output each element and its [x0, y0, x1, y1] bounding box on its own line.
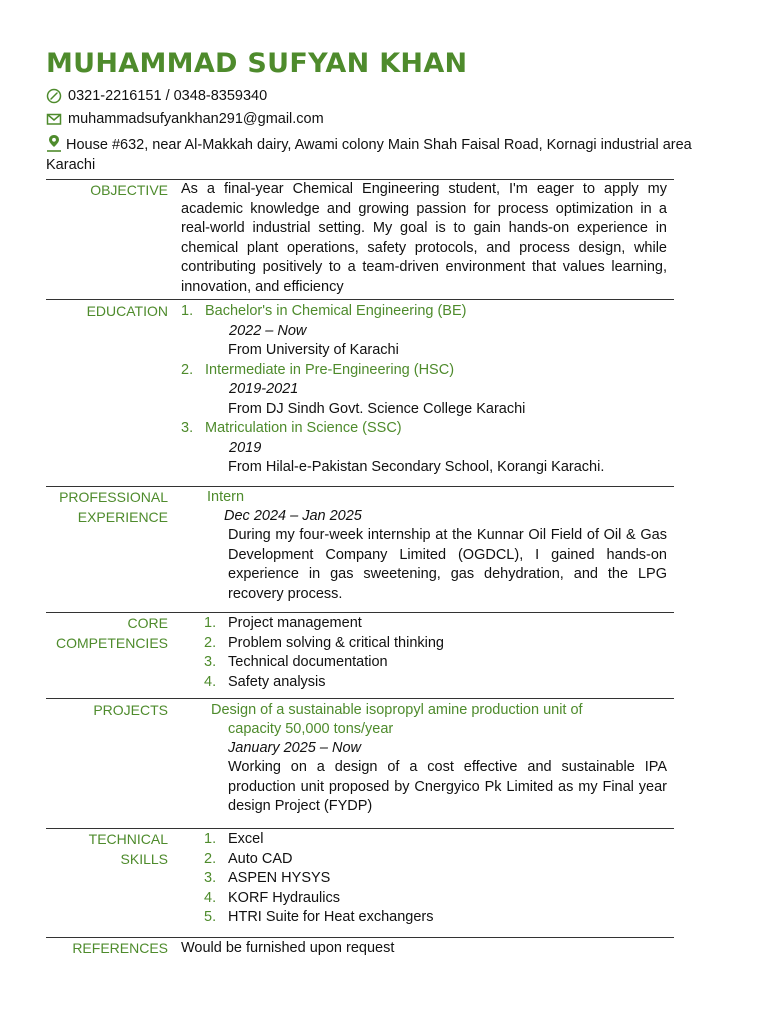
references-label: REFERENCES [72, 940, 168, 956]
list-item: 5. HTRI Suite for Heat exchangers [204, 909, 434, 925]
education-years: 2019 [229, 439, 262, 456]
location-pin-icon [46, 134, 62, 152]
list-number: 3. [181, 420, 194, 436]
education-degree: 3. Matriculation in Science (SSC) [181, 419, 667, 439]
project-dates: January 2025 – Now [228, 740, 361, 756]
address-text: House #632, near Al-Makkah dairy, Awami colony Main Shah Faisal Road, Kornagi industrial area Karachi [46, 137, 692, 173]
list-item: 2. Auto CAD [204, 850, 293, 867]
address-line [46, 134, 706, 175]
skills-list [204, 830, 434, 928]
list-item: 3. ASPEN HYSYS [204, 870, 331, 886]
objective-label: OBJECTIVE [90, 182, 168, 198]
project-title-line2: capacity 50,000 tons/year [228, 721, 394, 737]
experience-role: Intern [207, 489, 245, 505]
email-line [46, 109, 324, 129]
list-number: 1. [181, 303, 194, 319]
projects-section [46, 698, 674, 829]
email-text[interactable]: muhammadsufyankhan291@gmail.com [68, 111, 324, 127]
education-school: From Hilal-e-Pakistan Secondary School, Korangi Karachi. [228, 459, 605, 475]
objective-text: As a final-year Chemical Engineering student, I'm eager to apply my academic knowledge and growing passion for process optimization in a real-world industrial setting. My goal is to gain hands-on experience in chemical plant operations, safety protocols, and process design, while contributing positively to a team-driven environment that values learning, innovation, and efficiency [181, 181, 667, 295]
projects-label: PROJECTS [93, 702, 168, 718]
competencies-list [204, 614, 444, 692]
skills-label: TECHNICAL SKILLS [88, 831, 168, 867]
list-item: 2. Problem solving & critical thinking [204, 634, 444, 651]
candidate-name: MUHAMMAD SUFYAN KHAN [46, 48, 468, 79]
list-item: 4. KORF Hydraulics [204, 889, 340, 906]
list-item: 1. Excel [204, 831, 264, 847]
list-item: 1. Project management [204, 615, 362, 631]
experience-label: PROFESSIONAL EXPERIENCE [59, 489, 168, 525]
skills-section [46, 828, 674, 938]
education-degree: 1. Bachelor's in Chemical Engineering (BE) [181, 302, 667, 322]
project-text: Working on a design of a cost effective and sustainable IPA production unit proposed by Cnergyico Pk Limited as my Final year design Project (FYDP) [228, 759, 667, 814]
competencies-label: CORE COMPETENCIES [55, 615, 168, 651]
education-school: From University of Karachi [228, 342, 399, 358]
education-section [46, 299, 674, 487]
objective-section [46, 179, 674, 300]
phone-text: 0321-2216151 / 0348-8359340 [68, 88, 268, 104]
project-title-line1: Design of a sustainable isopropyl amine production unit of [211, 702, 583, 718]
experience-text: During my four-week internship at the Kunnar Oil Field of Oil & Gas Development Company Limited (OGDCL), I gained hands-on experience in gas sweetening, gas dehydration, and the LPG recovery process. [228, 527, 667, 602]
experience-dates: Dec 2024 – Jan 2025 [224, 508, 362, 524]
education-label: EDUCATION [86, 303, 168, 319]
list-number: 2. [181, 361, 194, 378]
list-item: 3. Technical documentation [204, 654, 388, 670]
references-section [46, 937, 674, 968]
list-item: 4. Safety analysis [204, 673, 326, 690]
references-text: Would be furnished upon request [181, 940, 395, 956]
education-years: 2022 – Now [229, 322, 307, 339]
phone-icon [46, 88, 62, 104]
competencies-section [46, 612, 674, 699]
experience-section [46, 486, 674, 613]
education-degree: 2. Intermediate in Pre-Engineering (HSC) [181, 361, 667, 381]
education-school: From DJ Sindh Govt. Science College Karachi [228, 400, 526, 417]
education-years: 2019-2021 [229, 381, 299, 397]
envelope-icon [46, 111, 62, 127]
phone-line [46, 86, 267, 106]
education-list [181, 302, 667, 478]
